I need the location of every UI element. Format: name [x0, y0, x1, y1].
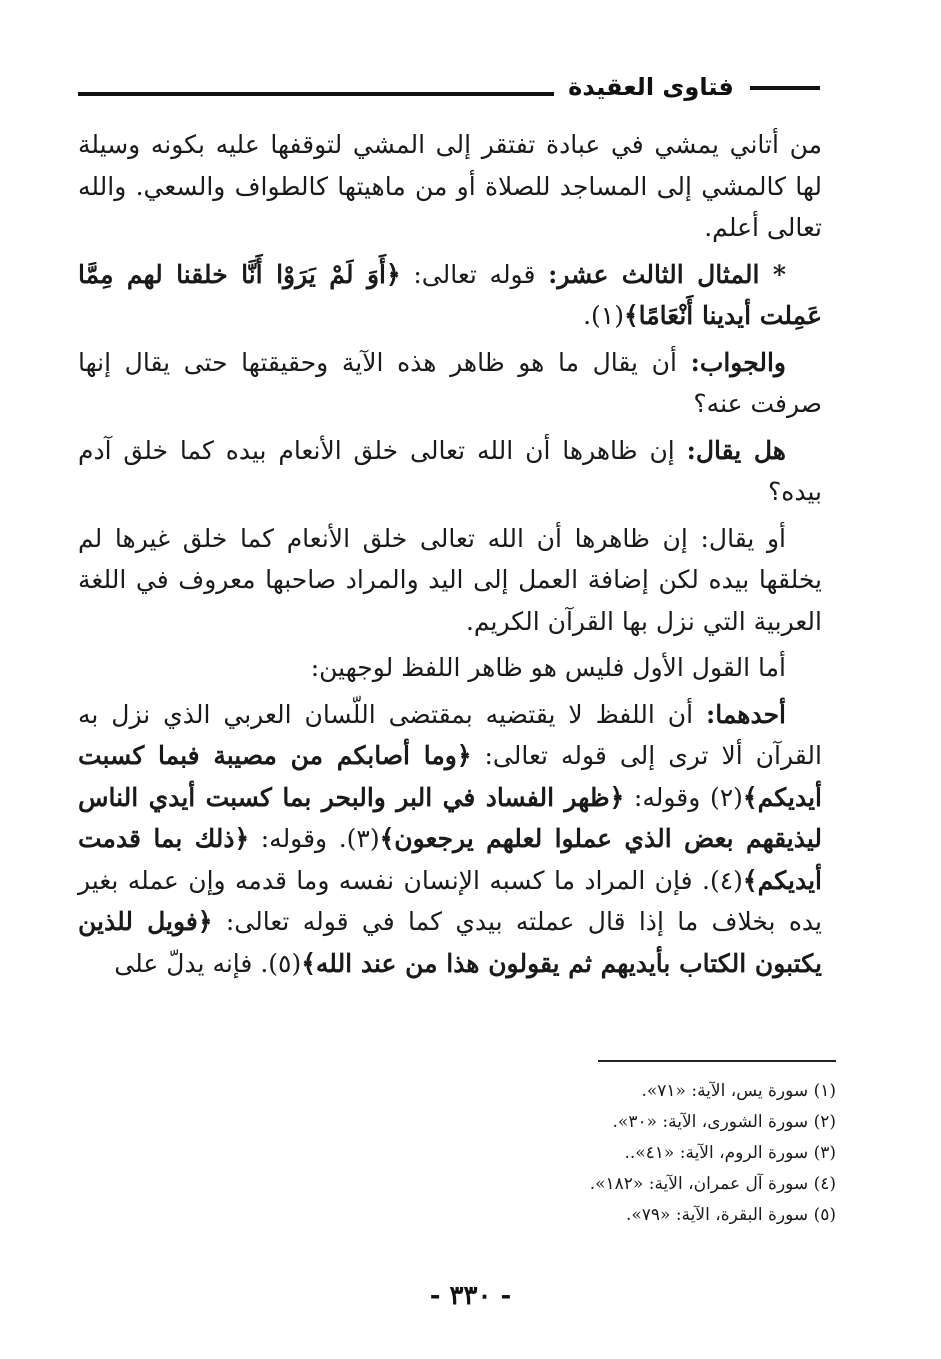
paragraph-text: فإنه يدلّ على — [114, 948, 261, 978]
first-point-heading: أحدهما: — [705, 699, 786, 729]
quran-quote: ﴿ظهر الفساد في البر والبحر بما كسبت أيدي الناس ليذيقهم بعض الذي عملوا لعلهم يرجعون﴾ — [78, 782, 823, 853]
footnote-ref: (٥). — [260, 948, 302, 978]
paragraph-5: أو يقال: إن ظاهرها أن الله تعالى خلق الأنعام كما خلق غيرها لم يخلقها بيده لكن إضافة العمل إلى اليد والمراد صاحبها معروف في اللغة العربية التي نزل بها القرآن الكريم. — [78, 523, 822, 636]
example-heading: * المثال الثالث عشر: — [548, 259, 786, 289]
footnote-ref: (٣). — [338, 824, 380, 853]
footnote-divider — [598, 1060, 836, 1062]
quran-quote: ﴿ذلك بما قدمت أيديكم﴾ — [78, 824, 822, 895]
quran-quote: ﴿أَوَ لَمْ يَرَوْا أَنَّا خلقنا لهم مِمَّا عَمِلت أيدينا أَنْعَامًا﴾ — [78, 259, 822, 330]
paragraph-text: وقوله: — [249, 824, 339, 853]
header-title: فتاوى العقيدة — [568, 73, 734, 101]
paragraph-text: فإن المراد ما كسبه الإنسان نفسه وما قدمه وإن عمله بغير يده بخلاف ما إذا قال عملته بيدي كما في قوله تعالى: — [78, 865, 823, 936]
paragraph-text: قوله تعالى: — [400, 259, 549, 289]
running-header — [78, 70, 820, 110]
header-rule-right — [750, 86, 820, 90]
paragraph-7 — [78, 694, 822, 985]
paragraph-4 — [78, 430, 822, 513]
main-text — [78, 124, 822, 989]
footnote-ref: (١). — [583, 301, 624, 330]
question-heading: هل يقال: — [686, 435, 786, 465]
paragraph-text: إن ظاهرها أن الله تعالى خلق الأنعام بيده كما خلق آدم بيده؟ — [78, 435, 822, 506]
quran-quote: ﴿فويل للذين يكتبون الكتاب بأيديهم ثم يقولون هذا من عند الله﴾ — [78, 907, 822, 978]
paragraph-2 — [78, 254, 822, 337]
footnotes — [400, 1076, 836, 1231]
paragraph-text: أن يقال ما هو ظاهر هذه الآية وحقيقتها حتى يقال إنها صرفت عنه؟ — [78, 347, 822, 418]
answer-heading: والجواب: — [690, 347, 786, 377]
paragraph-text: وقوله: — [624, 782, 710, 812]
paragraph-1: من أتاني يمشي في عبادة تفتقر إلى المشي لتوقفها عليه بكونه وسيلة لها كالمشي إلى المساجد للصلاة أو من ماهيتها كالطواف والسعي. والله تعالى أعلم. — [78, 130, 822, 242]
paragraph-3 — [78, 342, 822, 425]
footnote-ref: (٢) — [709, 782, 743, 812]
footnote-ref: (٤). — [702, 865, 743, 895]
footnote-5: (٥) سورة البقرة، الآية: «٧٩». — [625, 1205, 836, 1225]
header-rule-left — [78, 92, 554, 96]
paragraph-6: أما القول الأول فليس هو ظاهر اللفظ لوجهين: — [310, 653, 786, 682]
footnote-3: (٣) سورة الروم، الآية: «٤١».. — [624, 1143, 836, 1163]
footnote-4: (٤) سورة آل عمران، الآية: «١٨٢». — [589, 1174, 836, 1194]
footnote-2: (٢) سورة الشورى، الآية: «٣٠». — [612, 1112, 836, 1132]
quran-quote: ﴿وما أصابكم من مصيبة فبما كسبت أيديكم﴾ — [78, 741, 822, 812]
page-number: - ٣٣٠ - — [429, 1281, 512, 1311]
paragraph-text: أن اللفظ لا يقتضيه بمقتضى اللّسان العربي الذي نزل به القرآن ألا ترى إلى قوله تعالى: — [78, 699, 822, 770]
footnote-1: (١) سورة يس، الآية: «٧١». — [641, 1081, 836, 1101]
